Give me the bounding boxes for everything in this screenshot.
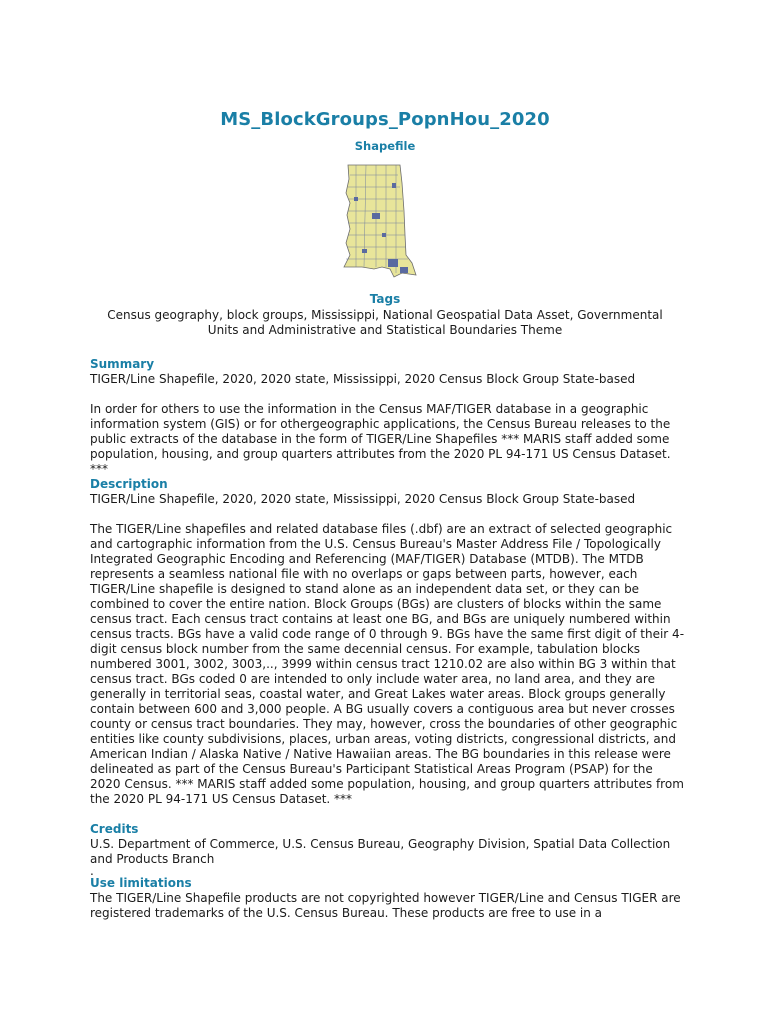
credits-text: U.S. Department of Commerce, U.S. Census Bureau, Geography Division, Spatial Data Collection and Products Branch — [90, 837, 671, 866]
credits-trailing: . — [90, 864, 94, 878]
summary-heading: Summary — [90, 357, 155, 371]
mississippi-map-thumbnail-icon — [342, 163, 418, 283]
use-limitations-text: The TIGER/Line Shapefile products are not copyrighted however TIGER/Line and Census TIGER are registered trademarks of the U.S. Census Bureau. These products are free to use in a — [90, 891, 681, 920]
tags-text: Census geography, block groups, Mississippi, National Geospatial Data Asset, Governmental Units and Administrative and Statistical Boundaries Theme — [107, 308, 663, 337]
metadata-body — [90, 357, 686, 921]
description-paragraph: The TIGER/Line shapefiles and related database files (.dbf) are an extract of selected geographic and cartographic information from the U.S. Census Bureau's Master Address File / Topologically Integrated Geographic Encoding and Referencing (MAF/TIGER) Database (MTDB). The MTDB represents a seamless national file with no overlaps or gaps between parts, however, each TIGER/Line shapefile is designed to stand alone as an independent data set, or they can be combined to cover the entire nation. Block Groups (BGs) are clusters of blocks within the same census tract. Each census tract contains at least one BG, and BGs are uniquely numbered within census tracts. BGs have a valid code range of 0 through 9. BGs have the same first digit of their 4-digit census block number from the same decennial census. For example, tabulation blocks numbered 3001, 3002, 3003,.., 3999 within census tract 1210.02 are also within BG 3 within that census tract. BGs coded 0 are intended to only include water area, no land area, and they are generally in territorial seas, coastal water, and Great Lakes water areas. Block groups generally contain between 600 and 3,000 people. A BG usually covers a contiguous area but never crosses county or census tract boundaries. They may, however, cross the boundaries of other geographic entities like county subdivisions, places, urban areas, voting districts, congressional districts, and American Indian / Alaska Native / Native Hawaiian areas. The BG boundaries in this release were delineated as part of the Census Bureau's Participant Statistical Areas Program (PSAP) for the 2020 Census. *** MARIS staff added some population, housing, and group quarters attributes from the 2020 PL 94-171 US Census Dataset. *** — [90, 522, 685, 806]
description-heading: Description — [90, 477, 168, 491]
summary-line: TIGER/Line Shapefile, 2020, 2020 state, Mississippi, 2020 Census Block Group State-based — [90, 372, 636, 386]
use-limitations-heading: Use limitations — [90, 876, 192, 890]
summary-paragraph: In order for others to use the information in the Census MAF/TIGER database in a geographic information system (GIS) or for othergeographic applications, the Census Bureau releases to the public extracts of the database in the form of TIGER/Line Shapefiles *** MARIS staff added some population, housing, and group quarters attributes from the 2020 PL 94-171 US Census Dataset. *** — [90, 402, 671, 476]
credits-heading: Credits — [90, 822, 139, 836]
page-subtitle: Shapefile — [354, 139, 416, 153]
tags-heading: Tags — [369, 292, 401, 306]
description-line: TIGER/Line Shapefile, 2020, 2020 state, Mississippi, 2020 Census Block Group State-based — [90, 492, 636, 506]
page-title: MS_BlockGroups_PopnHou_2020 — [220, 109, 550, 130]
